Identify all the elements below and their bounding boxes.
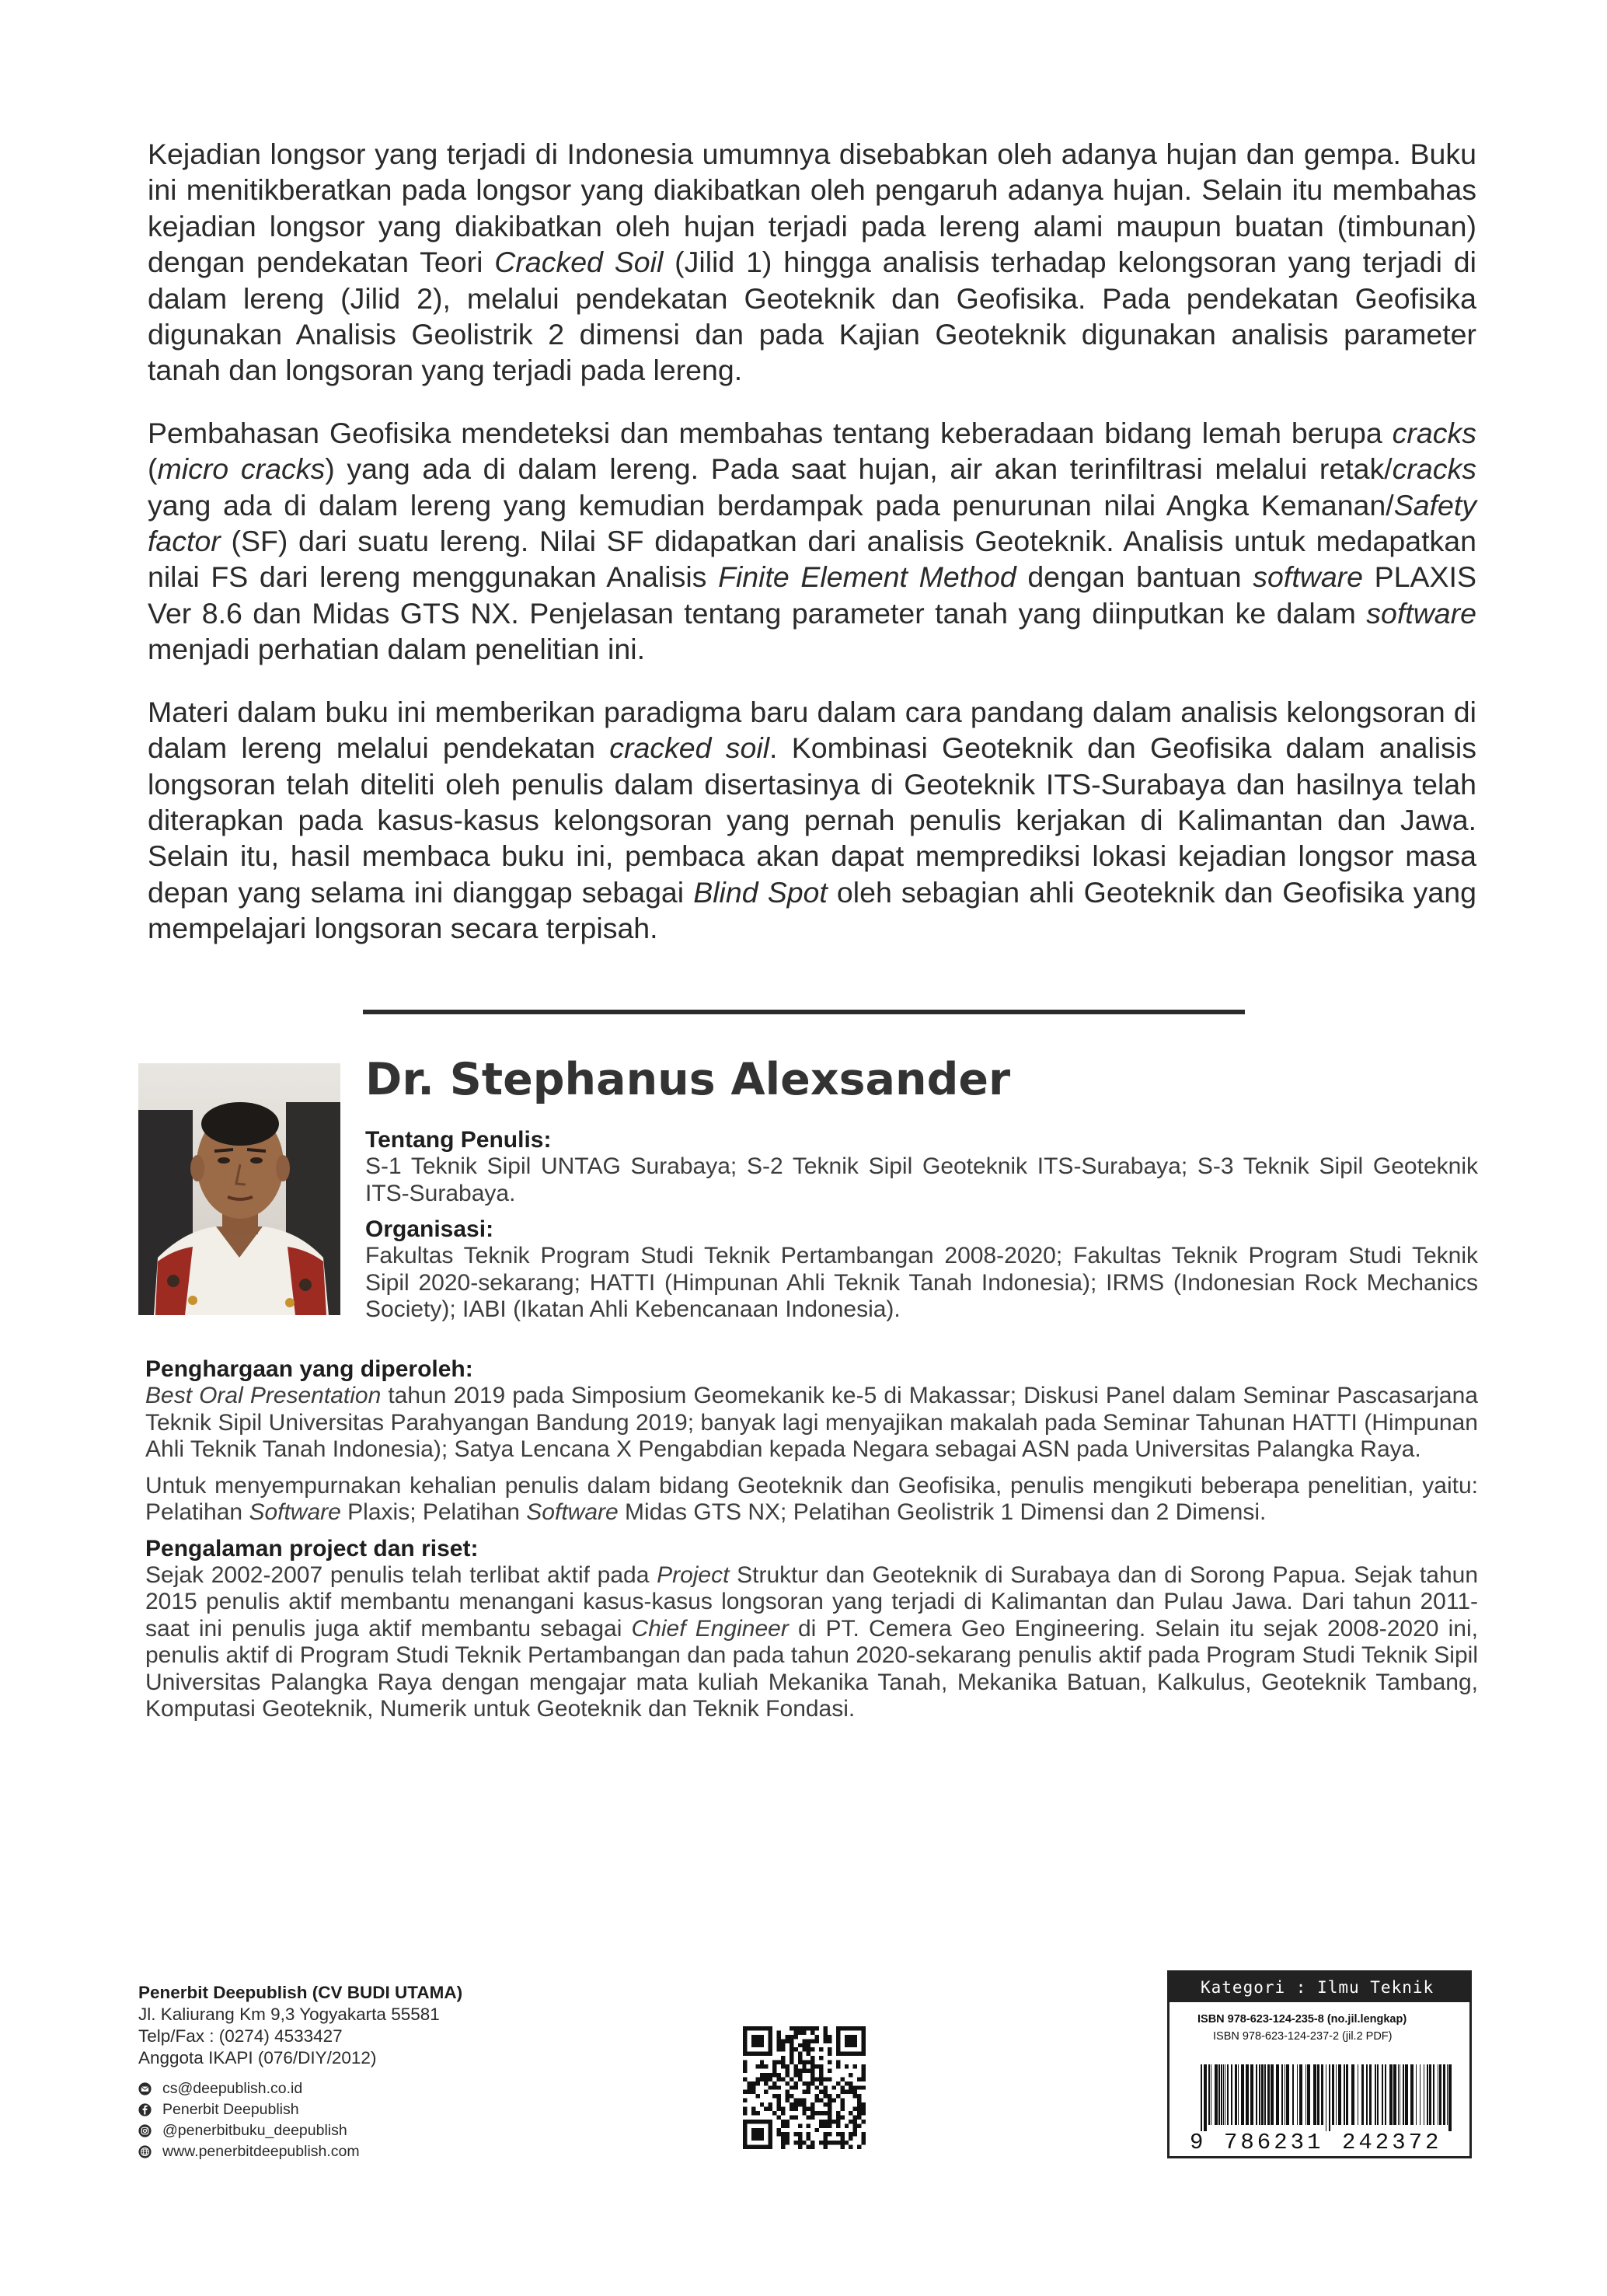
publisher-name: Penerbit Deepublish (CV BUDI UTAMA) (138, 1983, 463, 2002)
intro-paragraph: Kejadian longsor yang terjadi di Indonesia umumnya disebabkan oleh adanya hujan dan gempa. Buku ini menitikberatkan pada longsor yang diakibatkan oleh pengaruh adanya hujan. Selain itu membahas kejadian longsor yang diakibatkan oleh hujan terjadi pada lereng alami maupun buatan (timbunan) dengan pendekatan Teori Cracked Soil (Jilid 1) hingga analisis terhadap kelongsoran yang terjadi di dalam lereng (Jilid 2), melalui pendekatan Geoteknik dan Geofisika. Pada pendekatan Geofisika digunakan Analisis Geolistrik 2 dimensi dan pada Kajian Geoteknik digunakan analisis parameter tanah dan longsoran yang terjadi pada lereng. (148, 138, 1476, 387)
awards-text: Best Oral Presentation tahun 2019 pada Simposium Geomekanik ke-5 di Makassar; Diskusi Panel dalam Seminar Pascasarjana Teknik Sipil Universitas Parahyangan Bandung 2019; banyak lagi menyajikan makalah pada Seminar Tahunan HATTI (Himpunan Ahli Teknik Tanah Indonesia); Satya Lencana X Pengabdian kepada Negara sebagai ASN pada Universitas Palangka Raya. (145, 1383, 1478, 1462)
intro-paragraph: Materi dalam buku ini memberikan paradigma baru dalam cara pandang dalam analisis kelongsoran di dalam lereng melalui pendekatan cracked soil. Kombinasi Geoteknik dan Geofisika dalam analisis longsoran telah diteliti oleh penulis dalam disertasinya di Geoteknik ITS-Surabaya dan hasilnya telah diterapkan pada kasus-kasus kelongsoran yang pernah penulis kerjakan di Kalimantan dan Jawa. Selain itu, hasil membaca buku ini, pembaca akan dapat memprediksi lokasi kejadian longsor masa depan yang selama ini dianggap sebagai Blind Spot oleh sebagian ahli Geoteknik dan Geofisika yang mempelajari longsoran secara terpisah. (148, 695, 1476, 945)
category-label: Kategori : Ilmu Teknik (1170, 1973, 1469, 2002)
contact-facebook[interactable] (138, 2099, 605, 2120)
email-icon (138, 2082, 152, 2095)
author-details (145, 1356, 1478, 1732)
isbn-block (1167, 1970, 1472, 2158)
barcode-digit-first: 9 (1190, 2130, 1204, 2155)
about-author-text: S-1 Teknik Sipil UNTAG Surabaya; S-2 Teknik Sipil Geoteknik ITS-Surabaya; S-3 Teknik Sipil Geoteknik ITS-Surabaya. (365, 1153, 1478, 1206)
experience-title: Pengalaman project dan riset: (145, 1535, 479, 1561)
facebook-icon (138, 2103, 152, 2116)
qr-code[interactable] (743, 2026, 866, 2149)
intro-paragraph: Pembahasan Geofisika mendeteksi dan membahas tentang keberadaan bidang lemah berupa cracks (micro cracks) yang ada di dalam lereng. Pada saat hujan, air akan terinfiltrasi melalui retak/cracks yang ada di dalam lereng yang kemudian berdampak pada penurunan nilai Angka Kemanan/Safety factor (SF) dari suatu lereng. Nilai SF didapatkan dari analisis Geoteknik. Analisis untuk medapatkan nilai FS dari lereng menggunakan Analisis Finite Element Method dengan bantuan software PLAXIS Ver 8.6 dan Midas GTS NX. Penjelasan tentang parameter tanah yang diinputkan ke dalam software menjadi perhatian dalam penelitian ini. (148, 416, 1476, 666)
publisher-ikapi: Anggota IKAPI (076/DIY/2012) (138, 2048, 377, 2067)
publisher-info (138, 1982, 605, 2162)
contact-email[interactable] (138, 2078, 605, 2099)
author-photo (138, 1063, 340, 1315)
contact-facebook-text: Penerbit Deepublish (162, 2101, 299, 2118)
barcode-digit-group-1: 786231 (1224, 2130, 1324, 2155)
globe-icon (138, 2145, 152, 2158)
contact-instagram-text: @penerbitbuku_deepublish (162, 2122, 347, 2139)
barcode (1201, 2064, 1452, 2131)
organization-text: Fakultas Teknik Program Studi Teknik Pertambangan 2008-2020; Fakultas Teknik Program Studi Teknik Sipil 2020-sekarang; HATTI (Himpunan Ahli Teknik Tanah Indonesia); IRMS (Indonesian Rock Mechanics Society); IABI (Ikatan Ahli Kebencanaan Indonesia). (365, 1243, 1478, 1322)
instagram-icon (138, 2124, 152, 2137)
about-author-title: Tentang Penulis: (365, 1127, 552, 1153)
contact-instagram[interactable] (138, 2120, 605, 2141)
organization-title: Organisasi: (365, 1216, 494, 1242)
barcode-digit-group-2: 242372 (1342, 2130, 1442, 2155)
author-name: Dr. Stephanus Alexsander (365, 1054, 1011, 1105)
awards-title: Penghargaan yang diperoleh: (145, 1356, 473, 1382)
section-divider (363, 1010, 1245, 1014)
book-description (148, 136, 1476, 973)
author-portrait-image (138, 1063, 340, 1315)
publisher-phone: Telp/Fax : (0274) 4533427 (138, 2026, 343, 2046)
training-text: Untuk menyempurnakan kehalian penulis dalam bidang Geoteknik dan Geofisika, penulis mengikuti beberapa penelitian, yaitu: Pelatihan Software Plaxis; Pelatihan Software Midas GTS NX; Pelatihan Geolistrik 1 Dimensi dan 2 Dimensi. (145, 1472, 1478, 1525)
publisher-address: Jl. Kaliurang Km 9,3 Yogyakarta 55581 (138, 2005, 440, 2024)
experience-text: Sejak 2002-2007 penulis telah terlibat aktif pada Project Struktur dan Geoteknik di Surabaya dan di Sorong Papua. Sejak tahun 2015 penulis aktif membantu menangani kasus-kasus longsoran yang terjadi di Kalimantan dan Pulau Jawa. Dari tahun 2011-saat ini penulis juga aktif membantu sebagai Chief Engineer di PT. Cemera Geo Engineering. Selain itu sejak 2008-2020 ini, penulis aktif di Program Studi Teknik Pertambangan dan pada tahun 2020-sekarang penulis aktif pada Program Studi Teknik Sipil Universitas Palangka Raya dengan mengajar mata kuliah Mekanika Tanah, Mekanika Batuan, Kalkulus, Geoteknik Tambang, Komputasi Geoteknik, Numerik untuk Geoteknik dan Teknik Fondasi. (145, 1561, 1478, 1722)
contact-email-text: cs@deepublish.co.id (162, 2080, 303, 2097)
contact-website[interactable] (138, 2141, 605, 2162)
isbn-volume-pdf: ISBN 978-623-124-237-2 (jil.2 PDF) (1213, 2030, 1393, 2043)
contact-website-text: www.penerbitdeepublish.com (162, 2143, 360, 2160)
isbn-complete-set: ISBN 978-623-124-235-8 (no.jil.lengkap) (1197, 2013, 1407, 2026)
publisher-contacts (138, 2078, 605, 2162)
author-bio (365, 1127, 1478, 1333)
